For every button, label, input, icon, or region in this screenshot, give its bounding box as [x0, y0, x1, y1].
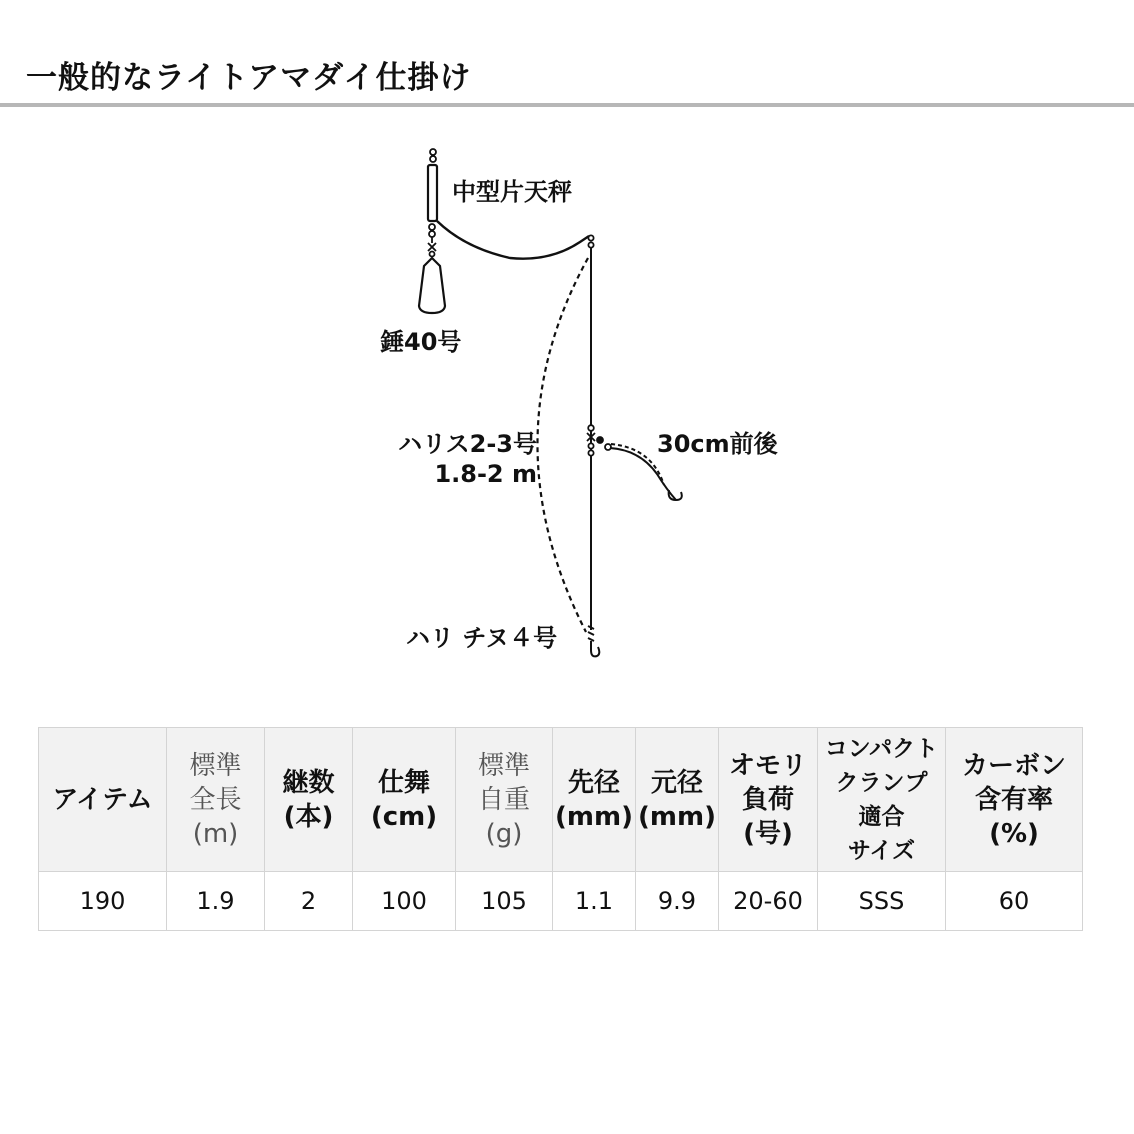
- cell-butt-diameter: 9.9: [636, 872, 719, 931]
- table-row: [39, 872, 1083, 931]
- header-sections: 継数 (本): [265, 728, 353, 872]
- main-hook-icon: [588, 626, 599, 656]
- header-closed-length: 仕舞 (cm): [353, 728, 456, 872]
- arm-tip-swivel-icon: [588, 235, 593, 247]
- header-total-length: 標準 全長 (m): [167, 728, 265, 872]
- label-branch-length: 30cm前後: [657, 430, 778, 458]
- header-clamp-size: コンパクト クランプ 適合 サイズ: [818, 728, 946, 872]
- cell-total-length: 1.9: [167, 872, 265, 931]
- top-swivel-icon: [430, 149, 436, 162]
- header-sinker-load: オモリ 負荷 (号): [719, 728, 818, 872]
- sinker-icon: [419, 258, 445, 313]
- header-butt-diameter: 元径 (mm): [636, 728, 719, 872]
- cell-tip-diameter: 1.1: [553, 872, 636, 931]
- cell-closed-length: 100: [353, 872, 456, 931]
- label-leader-length: 1.8-2 m: [434, 460, 537, 488]
- page-title: 一般的なライトアマダイ仕掛け: [26, 60, 472, 96]
- spec-table: [38, 727, 1083, 931]
- tenbin-rod: [428, 165, 437, 221]
- cell-clamp-size: SSS: [818, 872, 946, 931]
- label-leader-size: ハリス2-3号: [398, 430, 537, 458]
- cell-weight: 105: [456, 872, 553, 931]
- cell-carbon-content: 60: [946, 872, 1083, 931]
- label-tenbin: 中型片天秤: [452, 178, 572, 206]
- tenbin-arm: [437, 221, 589, 259]
- header-carbon-content: カーボン 含有率 (%): [946, 728, 1083, 872]
- header-weight: 標準 自重 (g): [456, 728, 553, 872]
- label-sinker: 錘40号: [380, 328, 462, 356]
- header-tip-diameter: 先径 (mm): [553, 728, 636, 872]
- drift-curve-dashed: [537, 258, 588, 632]
- cell-sinker-load: 20-60: [719, 872, 818, 931]
- table-header-row: [39, 728, 1083, 872]
- header-item: アイテム: [39, 728, 167, 872]
- cell-sections: 2: [265, 872, 353, 931]
- lower-swivel-icon: [428, 224, 436, 257]
- cell-item: 190: [39, 872, 167, 931]
- label-hook: ハリ チヌ４号: [406, 624, 558, 652]
